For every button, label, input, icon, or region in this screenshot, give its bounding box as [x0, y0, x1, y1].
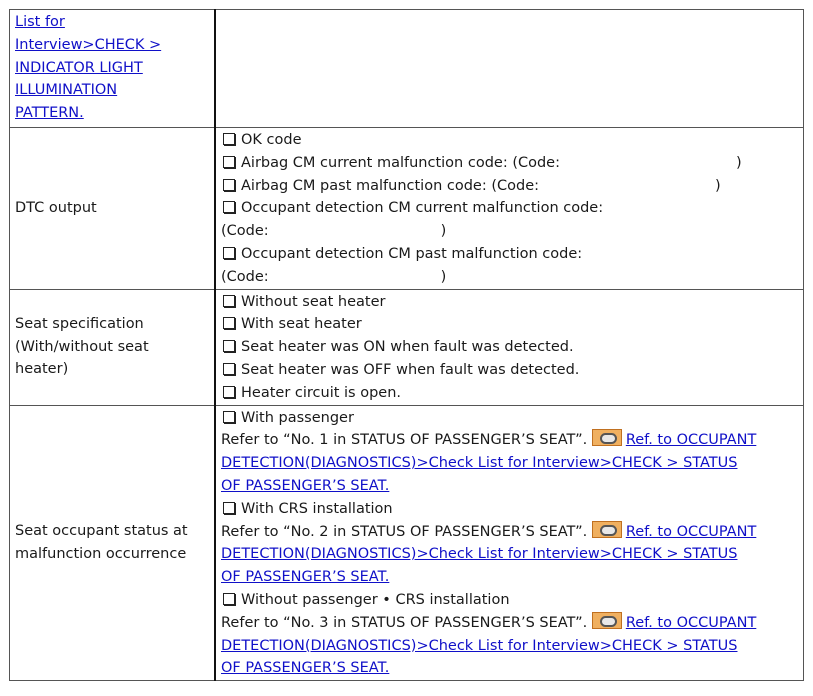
dtc-output-options: OK code Airbag CM current malfunction code: (Code: ) Airbag CM past malfunction code: (Code: ) Occupant detection CM current malfunction code: (Code: ) Occupant detection CM past malfunction code: (Code: ) [215, 128, 804, 290]
table-row [10, 289, 804, 405]
ref-occupant-link-end[interactable]: OF PASSENGER’S SEAT. [221, 477, 390, 494]
dtc-output-label: DTC output [10, 128, 216, 290]
ref-occupant-link-end[interactable]: OF PASSENGER’S SEAT. [221, 569, 390, 586]
ref-occupant-link[interactable]: Ref. to OCCUPANT [625, 614, 757, 631]
seat-spec-options: Without seat heater With seat heater Seat heater was ON when fault was detected. Seat heater was OFF when fault was detected. Heater circuit is open. [215, 289, 804, 405]
seat-spec-label: Seat specification (With/without seat heater) [10, 289, 216, 405]
header-link-cell [10, 10, 216, 128]
ref-occupant-link[interactable]: Ref. to OCCUPANT [625, 523, 757, 540]
checkbox[interactable] [223, 340, 235, 352]
checkbox[interactable] [223, 593, 235, 605]
reference-icon [592, 429, 622, 446]
reference-icon [592, 612, 622, 629]
reference-icon [592, 521, 622, 538]
checkbox[interactable] [223, 411, 235, 423]
check-list-table [9, 9, 804, 681]
ref-occupant-link[interactable]: Ref. to OCCUPANT [625, 432, 757, 449]
checkbox[interactable] [223, 502, 235, 514]
ref-occupant-link-end[interactable]: OF PASSENGER’S SEAT. [221, 660, 390, 677]
occupant-status-options: With passenger Refer to “No. 1 in STATUS OF PASSENGER’S SEAT”. Ref. to OCCUPANT DETECTION(DIAGNOSTICS)>Check List for Interview>CHECK > STATUS OF PASSENGER’S SEAT. With CRS installation Refer to “No. 2 in STATUS OF PASSENGER’S SEAT”. Ref. to OCCUPANT DETECTION(DIAGNOSTICS)>Check List for Interview>CHECK > STATUS OF PASSENGER’S SEAT. Without passenger • CRS installation Refer to “No. 3 in STATUS OF PASSENGER’S SEAT”. Ref. to OCCUPANT DETECTION(DIAGNOSTICS)>Check List for Interview>CHECK > STATUS OF PASSENGER’S SEAT. [215, 405, 804, 681]
checkbox[interactable] [223, 295, 235, 307]
checkbox[interactable] [223, 179, 235, 191]
table-row [10, 10, 804, 128]
checkbox[interactable] [223, 247, 235, 259]
ref-occupant-link-cont[interactable]: DETECTION(DIAGNOSTICS)>Check List for Interview>CHECK > STATUS [221, 546, 738, 563]
occupant-status-label: Seat occupant status at malfunction occurrence [10, 405, 216, 681]
empty-cell [215, 10, 804, 128]
table-row [10, 405, 804, 681]
ref-occupant-link-cont[interactable]: DETECTION(DIAGNOSTICS)>Check List for Interview>CHECK > STATUS [221, 455, 738, 472]
checkbox[interactable] [223, 317, 235, 329]
checkbox[interactable] [223, 156, 235, 168]
checkbox[interactable] [223, 363, 235, 375]
table-row [10, 128, 804, 290]
checkbox[interactable] [223, 386, 235, 398]
checkbox[interactable] [223, 133, 235, 145]
checkbox[interactable] [223, 201, 235, 213]
indicator-light-link[interactable]: List for Interview>CHECK > INDICATOR LIGHT ILLUMINATION PATTERN. [15, 14, 162, 122]
ref-occupant-link-cont[interactable]: DETECTION(DIAGNOSTICS)>Check List for Interview>CHECK > STATUS [221, 637, 738, 654]
